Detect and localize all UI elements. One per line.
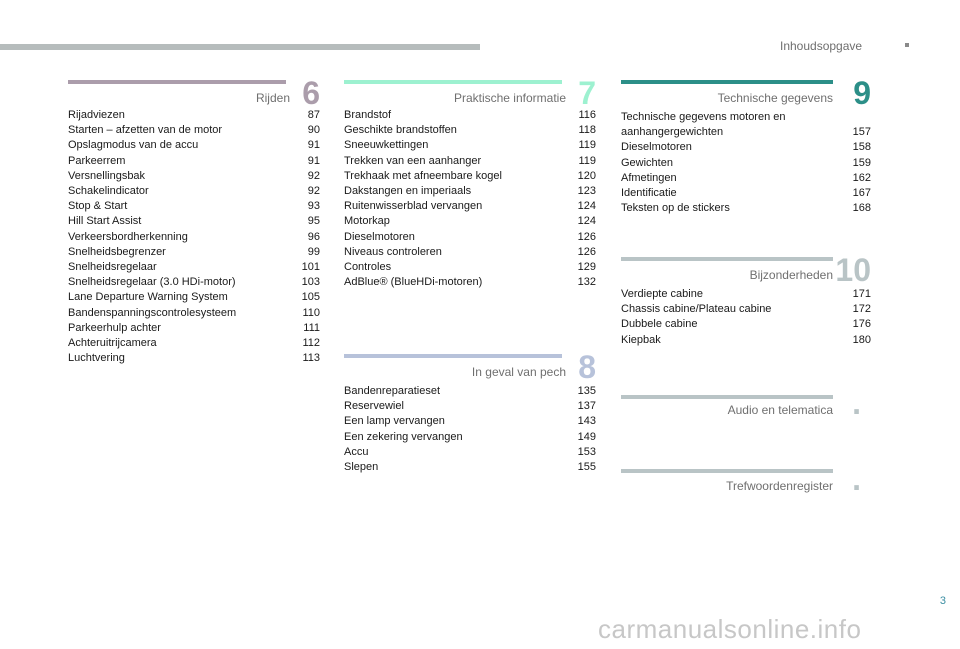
entry-title: Verkeersbordherkenning [68,230,188,243]
entry-title: Bandenspanningscontrolesysteem [68,306,237,319]
entry-page: 110 [302,306,320,319]
entry-page: 132 [577,276,596,289]
entry-title: Accu [344,445,369,458]
entry-page: 171 [852,288,871,300]
toc-entry[interactable] [68,260,320,275]
entry-page: 149 [577,430,596,443]
section-title: Audio en telematica [727,403,833,417]
entry-page: 90 [307,124,320,137]
toc-entry[interactable] [344,245,596,260]
toc-entry[interactable] [344,138,596,153]
entry-title: Parkeerhulp achter [68,321,161,334]
entry-title: Schakelindicator [68,185,149,198]
entry-title: Brandstof [344,109,392,121]
entry-page: 126 [577,230,596,243]
section-title: Bijzonderheden [749,268,833,282]
entry-page: 155 [577,461,596,474]
entry-page: 158 [852,141,871,154]
entry-title: Snelheidsbegrenzer [68,245,166,258]
toc-entry[interactable] [344,445,596,460]
entry-list [621,110,871,216]
entry-title: Reservewiel [344,400,404,413]
entry-title: Versnellingsbak [68,169,146,182]
entry-title: Opslagmodus van de accu [68,139,199,152]
toc-entry[interactable] [344,154,596,169]
entry-list [344,108,596,290]
entry-title: Bandenreparatieset [344,385,441,397]
watermark: carmanualsonline.info [598,614,862,644]
entry-title: Een zekering vervangen [344,430,463,443]
entry-page: 87 [307,109,320,121]
entry-title: Rijadviezen [68,109,125,121]
toc-entry[interactable] [68,123,320,138]
entry-page: 93 [307,200,320,213]
toc-entry[interactable] [344,108,596,123]
entry-page: 123 [577,185,596,198]
toc-entry[interactable] [621,333,871,348]
entry-title: Niveaus controleren [344,245,442,258]
section-bar [344,354,562,358]
toc-entry[interactable] [68,184,320,199]
entry-page: 96 [307,230,320,243]
entry-page: 126 [577,245,596,258]
entry-title: Dieselmotoren [344,230,415,243]
toc-entry[interactable] [621,171,871,186]
entry-page: 153 [577,445,596,458]
toc-entry[interactable] [621,110,871,140]
page-number: 3 [939,595,946,607]
entry-page: 105 [301,291,320,304]
toc-entry[interactable] [68,336,320,351]
toc-entry[interactable] [68,275,320,290]
toc-entry[interactable] [68,169,320,184]
section-bar [68,80,286,84]
toc-entry[interactable] [344,260,596,275]
section-number: 8 [578,349,596,385]
entry-page: 168 [852,202,871,215]
entry-list [68,108,320,366]
toc-entry[interactable] [344,275,596,290]
entry-page: 162 [852,171,871,184]
toc-entry[interactable] [68,321,320,336]
toc-entry[interactable] [68,245,320,260]
toc-entry[interactable] [344,214,596,229]
section-title: Praktische informatie [453,91,566,105]
entry-page: 180 [852,333,871,346]
entry-title: Teksten op de stickers [621,202,730,215]
entry-page: 119 [578,154,596,167]
entry-page: 129 [577,261,596,274]
toc-entry[interactable] [621,140,871,155]
entry-title: Achteruitrijcamera [68,337,157,350]
entry-page: 135 [577,385,596,397]
entry-page: 111 [303,321,320,334]
toc-entry[interactable] [344,199,596,214]
entry-title: Stop & Start [68,200,128,213]
entry-page: 143 [577,415,596,428]
toc-entry[interactable] [621,186,871,201]
section-bar [344,80,562,84]
toc-entry[interactable] [68,306,320,321]
entry-list [621,287,871,348]
entry-title: Parkeerrem [68,154,126,167]
entry-page: 113 [302,352,320,365]
entry-title: Dakstangen en imperiaals [344,185,472,198]
entry-page: 119 [578,139,596,152]
entry-title: Lane Departure Warning System [68,291,228,304]
toc-entry[interactable] [68,154,320,169]
entry-title: Verdiepte cabine [621,288,703,300]
toc-entry[interactable] [344,230,596,245]
section-number: 6 [302,75,320,111]
entry-title: Trekhaak met afneembare kogel [344,169,502,182]
entry-page: 103 [301,276,320,289]
entry-page: 92 [307,169,320,182]
entry-title: AdBlue® (BlueHDi-motoren) [344,276,483,289]
section-title: Trefwoordenregister [726,479,833,493]
page-header-title: Inhoudsopgave [780,39,863,53]
toc-entry[interactable] [68,199,320,214]
toc-entry[interactable] [621,317,871,332]
entry-title: Controles [344,261,392,274]
entry-page: 124 [577,215,596,228]
entry-page: 118 [578,124,596,137]
toc-entry[interactable] [344,169,596,184]
entry-page: 120 [577,169,596,182]
toc-entry[interactable] [68,108,320,123]
entry-page: 124 [577,200,596,213]
entry-title: Ruitenwisserblad vervangen [344,200,483,213]
entry-title: Motorkap [344,215,390,228]
toc-entry[interactable] [344,414,596,429]
entry-title: Dieselmotoren [621,141,692,154]
section-number: 7 [578,75,596,111]
entry-page: 91 [307,139,320,152]
entry-page: 92 [307,185,320,198]
entry-title: Luchtvering [68,352,125,365]
entry-title: Kiepbak [621,333,661,346]
toc-entry[interactable] [344,399,596,414]
section-number: 10 [835,252,871,288]
toc-entry[interactable] [68,138,320,153]
section-title: Technische gegevens [717,91,833,105]
entry-page: 99 [307,245,320,258]
entry-page: 172 [852,303,871,316]
toc-entry[interactable] [344,430,596,445]
section-title: Rijden [255,91,290,105]
entry-title: Hill Start Assist [68,215,142,228]
entry-title: Sneeuwkettingen [344,139,429,152]
toc-entry[interactable] [344,184,596,199]
header-dot [905,43,909,47]
toc-entry[interactable] [621,287,871,302]
toc-entry[interactable] [621,201,871,216]
entry-title: Gewichten [621,156,673,169]
entry-page: 176 [852,318,871,331]
toc-entry[interactable] [344,384,596,399]
entry-page: 116 [578,109,596,121]
toc-entry[interactable] [68,351,320,366]
section-bar [621,395,833,399]
toc-entry[interactable] [621,156,871,171]
entry-title: Trekken van een aanhanger [344,154,482,167]
toc-entry[interactable] [68,290,320,305]
entry-title: Technische gegevens motoren en aanhangergewichten [621,111,786,139]
entry-title: Afmetingen [621,171,677,184]
section-bar [621,257,833,261]
entry-title: Snelheidsregelaar [68,261,157,274]
entry-title: Geschikte brandstoffen [344,124,457,137]
entry-title: Identificatie [621,187,677,200]
section-title: In geval van pech [471,365,566,379]
toc-entry[interactable] [68,230,320,245]
toc-entry[interactable] [344,123,596,138]
entry-page: 159 [852,156,871,169]
entry-list [344,384,596,475]
entry-page: 101 [301,261,320,274]
entry-title: Slepen [344,461,379,474]
section-bar [621,469,833,473]
entry-page: 112 [302,337,320,350]
entry-title: Chassis cabine/Plateau cabine [621,303,772,316]
toc-entry[interactable] [68,214,320,229]
toc-entry[interactable] [621,302,871,317]
top-decor-bar [0,44,480,50]
entry-title: Dubbele cabine [621,318,698,331]
section-number: . [852,385,861,421]
entry-page: 95 [307,215,320,228]
entry-page: 157 [852,126,871,139]
entry-page: 91 [307,154,320,167]
entry-title: Snelheidsregelaar (3.0 HDi-motor) [68,276,236,289]
section-number: 9 [853,75,871,111]
toc-entry[interactable] [344,460,596,475]
entry-page: 167 [852,187,871,200]
section-bar [621,80,833,84]
section-number: . [852,461,861,497]
entry-title: Starten – afzetten van de motor [68,124,223,137]
entry-title: Een lamp vervangen [344,415,445,428]
entry-page: 137 [577,400,596,413]
